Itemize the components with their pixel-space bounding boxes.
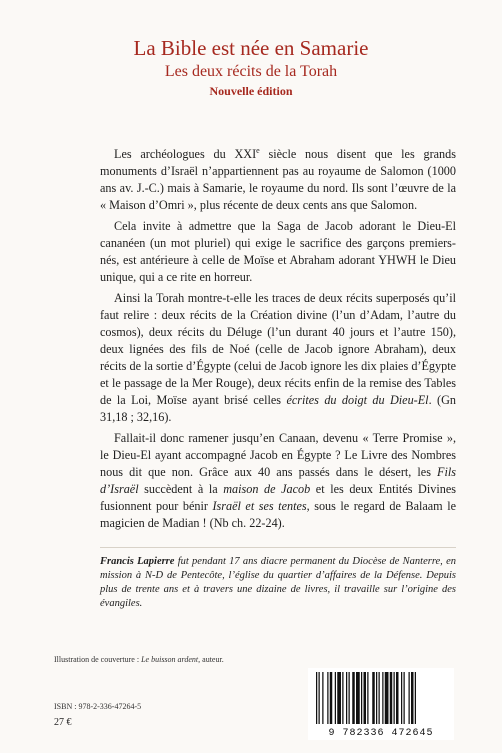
book-title: La Bible est née en Samarie	[133, 36, 369, 60]
book-subtitle: Les deux récits de la Torah	[164, 63, 338, 80]
century-superscript: e	[256, 146, 260, 155]
author-bio-text: fut pendant 17 ans diacre permanent du Diocèse de Nanterre, en mission à N-D de Pentecôte, l’église du quartier d’affaires de la Défense. Depuis plus de trente ans et à travers une dizaine de livres, il travaille sur l’origine des évangiles.	[100, 556, 456, 609]
bio-divider	[100, 547, 456, 548]
isbn-barcode	[308, 668, 454, 740]
blurb	[100, 142, 456, 532]
blurb-paragraph-3: Ainsi la Torah montre-t-elle les traces de deux récits superposés qu’il faut relire : deux récits de la Création divine (l’un d’Adam, l’autre du cosmos), deux récits du Déluge (l’un durant 40 jours et l’autre 150), deux lignées des fils de Noé (celle de Jacob ignore Abraham), deux récits de la sortie d’Égypte (celui de Jacob ignore les dix plaies d’Égypte et le passage de la Mer Rouge), deux récits enfin de la remise des Tables de la Loi, Moïse ayant brisé celles écrites du doigt du Dieu-El. (Gn 31,18 ; 32,16).	[100, 291, 456, 425]
author-name: Francis Lapierre	[100, 556, 175, 567]
barcode-digits: 9 782336 472645	[328, 728, 434, 739]
blurb-paragraph-4: Fallait-il donc ramener jusqu’en Canaan, devenu « Terre Promise », le Dieu-El ayant accompagné Jacob en Égypte ? Le Livre des Nombres nous dit que non. Grâce aux 40 ans passés dans le désert, les Fils d’Israël succèdent à la maison de Jacob et les deux Entités Divines fusionnent pour bénir Israël et ses tentes, sous le regard de Balaam le magicien de Madian ! (Nb ch. 22-24).	[100, 431, 456, 531]
blurb-paragraph-2: Cela invite à admettre que la Saga de Jacob adorant le Dieu-El cananéen (un mot pluriel) qui exige le sacrifice des garçons premiers-nés, est antérieure à celle de Moïse et Abraham adorant YHWH le Dieu unique, qui a ce rite en horreur.	[100, 219, 456, 285]
author-bio	[100, 555, 456, 611]
cover-illustration-credit: Illustration de couverture : Le buisson ardent, auteur.	[54, 655, 224, 664]
blurb-paragraph-1: Les archéologues du XXIe siècle nous disent que les grands monuments d’Israël n’appartiennent pas au royaume de Salomon (1000 ans av. J.-C.) mais à Samarie, le royaume du nord. Ils sont l’œuvre de la « Maison d’Omri », plus récente de deux cents ans que Salomon.	[100, 146, 456, 213]
edition-label: Nouvelle édition	[209, 84, 293, 98]
barcode-bars	[308, 668, 454, 726]
price-label: 27 €	[54, 717, 72, 728]
isbn-label: ISBN : 978-2-336-47264-5	[54, 702, 142, 711]
